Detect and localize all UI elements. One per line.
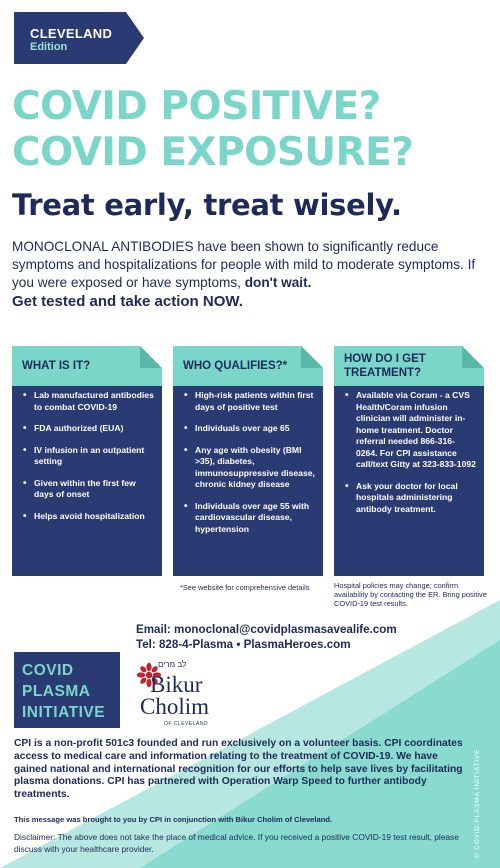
headline-line-2: COVID EXPOSURE?	[12, 130, 414, 175]
page-fold-corner	[301, 346, 323, 368]
sponsor-message: This message was brought to you by CPI in conjunction with Bikur Cholim of Cleveland.	[14, 815, 333, 824]
intro-call-to-action: Get tested and take action NOW.	[12, 293, 243, 310]
cpi-logo-line-2: PLASMA	[22, 683, 91, 700]
contact-email: Email: monoclonal@covidplasmasavealife.com	[136, 623, 397, 636]
list-item: • FDA authorized (EUA)	[22, 423, 154, 435]
list-item: • Individuals over age 55 with cardiovascular disease, hypertension	[183, 501, 315, 536]
box-title-line-2: TREATMENT?	[344, 367, 422, 379]
edition-label: Edition	[30, 41, 68, 53]
copyright-text: © COVID PLASMA INITIATIVE	[474, 748, 481, 858]
page-fold-corner	[140, 346, 162, 368]
box-title-line-1: HOW DO I GET	[344, 353, 426, 365]
info-box-how-to-get-treatment	[334, 346, 484, 576]
contact-tel: Tel: 828-4-Plasma • PlasmaHeroes.com	[136, 638, 351, 651]
bikur-cholim-logo	[134, 660, 230, 730]
intro-paragraph	[12, 238, 490, 311]
disclaimer: Disclaimer: The above does not take the place of medical advice. If you received a positive COVID-19 test result, please discuss with your healthcare provider.	[14, 832, 459, 854]
info-box-what-is-it	[12, 346, 162, 576]
logo-word-cholim: Cholim	[140, 694, 210, 719]
tagline: Treat early, treat wisely.	[12, 188, 402, 222]
edition-banner	[14, 12, 144, 64]
website-note: *See website for comprehensive details	[180, 583, 310, 592]
info-box-who-qualifies	[173, 346, 323, 576]
contact-info	[136, 622, 397, 652]
intro-text: MONOCLONAL ANTIBODIES have been shown to significantly reduce symptoms and hospitalizations for people with mild to moderate symptoms. If you were exposed or have symptoms,	[12, 239, 476, 290]
headline	[12, 84, 413, 176]
logo-hebrew-text: לב מרים	[158, 660, 187, 669]
about-paragraph: CPI is a non-profit 501c3 founded and run exclusively on a volunteer basis. CPI coordinates access to medical care and information relating to the treatment of COVID-19. We have gained national and international recognition for our efforts to help save lives by facilitating plasma donations. CPI has partnered with Operation Warp Speed to further antibody treatments.	[14, 738, 463, 801]
list-item: • Any age with obesity (BMI >35), diabetes, immunosuppressive disease, chronic kidney disease	[183, 445, 315, 491]
cpi-logo-line-3: INITIATIVE	[22, 704, 106, 721]
box-list	[173, 390, 323, 545]
covid-plasma-initiative-logo	[14, 652, 120, 728]
list-item: • Given within the first few days of onset	[22, 478, 154, 501]
edition-city: CLEVELAND	[30, 26, 113, 41]
list-item: • IV infusion in an outpatient setting	[22, 445, 154, 468]
headline-line-1: COVID POSITIVE?	[12, 84, 381, 129]
list-item: • Helps avoid hospitalization	[22, 511, 154, 523]
copyright-vertical	[470, 748, 490, 858]
hospital-note: Hospital policies may change; confirm availability by contacting the ER. Bring positive COVID-19 test results.	[334, 581, 487, 608]
list-item: • Available via Coram - a CVS Health/Coram infusion clinician will administer in-home treatment. Doctor referral needed 866-316-0264. For CPI assistance call/text Gitty at 323-833-1092	[344, 390, 476, 471]
list-item: • Ask your doctor for local hospitals administering antibody treatment.	[344, 481, 476, 516]
logo-word-bikur: Bikur	[150, 672, 203, 697]
box-title: WHAT IS IT?	[22, 360, 91, 372]
logo-subtitle: OF CLEVELAND	[164, 721, 209, 727]
intro-emphasis: don't wait.	[244, 275, 312, 290]
list-item: • Individuals over age 65	[183, 423, 315, 435]
box-list	[12, 390, 162, 532]
cpi-logo-line-1: COVID	[22, 662, 74, 679]
box-list	[334, 390, 484, 525]
list-item: • High-risk patients within first days of positive test	[183, 390, 315, 413]
page-fold-corner	[462, 346, 484, 368]
list-item: • Lab manufactured antibodies to combat COVID-19	[22, 390, 154, 413]
box-title: WHO QUALIFIES?*	[183, 360, 288, 372]
